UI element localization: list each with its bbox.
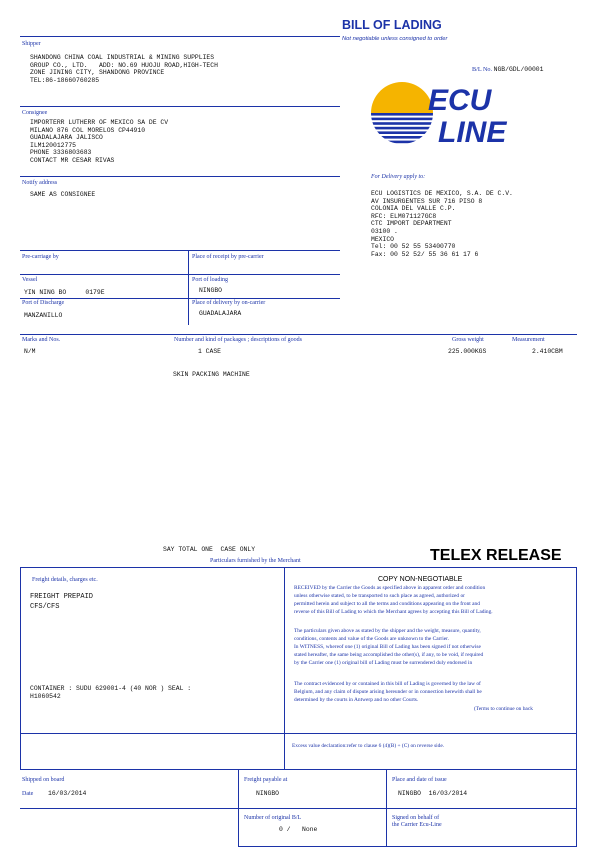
shipped-on-board-label: Shipped on board [22,777,65,783]
rule [20,250,340,251]
precarriage-label: Pre-carriage by [22,254,59,260]
freight-prepaid: FREIGHT PREPAID [30,593,94,601]
marks-value: N/M [24,348,36,355]
rule [20,334,577,335]
oncarrier-value: GUADALAJARA [199,310,242,317]
original-bl-value: 0 / None [279,826,318,833]
freight-cfs: CFS/CFS [30,603,60,611]
rule [188,250,189,325]
freight-details-label: Freight details, charges etc. [32,577,98,583]
say-total: SAY TOTAL ONE CASE ONLY [163,546,256,553]
gross-weight-value: 225.000KGS [448,348,487,355]
delivery-block [371,190,513,258]
gross-weight-label: Gross weight [452,337,484,343]
delivery-line: ECU LOGISTICS DE MEXICO, S.A. DE C.V. [371,190,513,197]
terms-paragraph [294,585,493,617]
consignee-block [30,119,168,165]
consignee-line: GUADALAJARA JALISCO [30,134,103,142]
terms-line: permitted herein and subject to all the terms and conditions appearing on the front and [294,600,480,607]
freight-payable-label: Freight payable at [244,777,288,783]
consignee-line: CONTACT MR CESAR RIVAS [30,156,115,164]
delivery-line: CTC IMPORT DEPARTMENT [371,220,452,228]
terms-line: by the Carrier one (1) original bill of Lading must be surrendered duly endorsed in [294,659,473,666]
freight-payable-value: NINGBO [256,790,280,797]
place-date-issue-label: Place and date of issue [392,777,447,783]
shipper-line: TEL:86-18660760285 [30,76,100,84]
document-subtitle: Not negotiable unless consigned to order [342,36,448,42]
date-label: Date [22,791,34,797]
place-date-issue-value: NINGBO 16/03/2014 [398,790,468,797]
logo-text-line: LINE [438,116,507,146]
measurement-value: 2.410CBM [532,348,563,355]
terms-line: The contract evidenced by or contained in this bill of Lading is governed by the law of [294,681,481,687]
bl-number-field [472,66,543,74]
rule [20,298,340,299]
logo-text-ecu: ECU [428,84,492,117]
notify-value: SAME AS CONSIGNEE [30,191,96,198]
bl-number: NGB/GDL/00001 [493,66,544,73]
discharge-label: Port of Discharge [22,300,65,306]
delivery-line: Tel: 00 52 55 53400770 [371,243,456,251]
document-title: BILL OF LADING [342,18,442,32]
container-line: H1060542 [30,693,61,700]
vessel-label: Vessel [22,277,38,283]
rule [20,274,340,275]
shipper-label: Shipper [22,41,41,47]
notify-label: Notify address [22,180,58,186]
signed-on-behalf: Signed on behalf of [392,815,440,821]
consignee-line: IMPORTERR LUTHERR OF MEXICO SA DE CV [30,119,169,126]
vessel-value: YIN NING BO 0179E [24,289,105,296]
measurement-label: Measurement [512,337,545,343]
delivery-line: COLONIA DEL VALLE C.P. [371,205,456,213]
shipped-date: 16/03/2014 [48,790,87,797]
furnished-by-merchant: Particulars furnished by the Merchant [210,558,301,564]
shipper-line: SHANDONG CHINA COAL INDUSTRIAL & MINING SUPPLIES [30,54,215,61]
oncarrier-label: Place of delivery by on-carrier [192,300,266,306]
receipt-label: Place of receipt by pre-carrier [192,254,264,260]
delivery-label: For Delivery apply to: [371,174,426,180]
delivery-line: AV INSURGENTES SUR 716 PISO 8 [371,197,483,205]
terms-line: stated hereafter, the same being accomplished the other(s), if any, to be void, if required [294,651,484,658]
excess-value-declaration: Excess value declaration:refer to clause 6 (4)(B) + (C) on reverse side. [292,743,445,749]
rule [284,567,285,769]
rule [20,733,577,734]
terms-line: The particulars given above as stated by the shipper and the weight, measure, quantity, [294,628,481,634]
copy-non-negotiable: COPY NON-NEGOTIABLE [378,576,463,583]
packages-label: Number and kind of packages ; descriptions of goods [174,337,302,343]
loading-value: NINGBO [199,287,223,294]
telex-release-stamp: TELEX RELEASE [430,547,562,564]
goods-description: SKIN PACKING MACHINE [173,371,250,378]
terms-paragraph [294,681,482,705]
consignee-label: Consignee [22,110,48,116]
original-bl-label: Number of original B/L [244,815,302,821]
rule [576,567,577,846]
packages-value: 1 CASE [198,348,222,355]
loading-label: Port of loading [192,277,228,283]
delivery-line: RFC: ELM071127GC8 [371,212,437,220]
consignee-line: ILM120012775 [30,141,77,149]
terms-line: determined by the courts in Antwerp and no other Courts. [294,696,419,703]
rule [20,176,340,177]
shipper-block [30,54,218,84]
consignee-line: PHONE 3336803683 [30,149,92,157]
terms-line: In WITNESS, whereof one (1) original Bill of Lading has been signed if not otherwise [294,643,481,650]
bl-number-label: B/L No. [472,66,493,73]
terms-line: reverse of this Bill of Lading to which the Merchant agrees by accepting this Bill of Lading. [294,608,493,615]
delivery-line: MEXICO [371,235,395,243]
terms-line: unless otherwise stated, to be transported to such place as agreed, authorized or [294,592,465,599]
rule [20,567,21,769]
delivery-line: Fax: 00 52 52/ 55 36 61 17 6 [371,250,479,258]
rule [20,567,577,568]
terms-line: conditions, contents and value of the Goods are unknown to the Carrier. [294,635,449,642]
ecu-line-logo [368,80,520,146]
rule [20,769,577,770]
shipper-line: ZONE JINING CITY, SHANDONG PROVINCE [30,69,165,77]
header-rule [20,36,340,37]
delivery-line: 03100 . [371,227,398,235]
signed-carrier: the Carrier Ecu-Line [392,822,442,828]
rule [20,808,577,809]
consignee-line: MILANO 876 COL MORELOS CP44910 [30,126,146,134]
rule [238,846,577,847]
terms-line: Belgium, and any claim of dispute arising hereunder or in connection herewith shall be [294,688,482,695]
marks-label: Marks and Nos. [22,337,61,343]
terms-continue: (Terms to continue on back [474,706,533,712]
rule [20,106,340,107]
discharge-value: MANZANILLO [24,312,63,319]
terms-paragraph [294,628,483,668]
container-line: CONTAINER : SUDU 629001-4 (40 NOR ) SEAL : [30,685,192,692]
shipper-line: GROUP CO., LTD. ADD: NO.69 HUOJU ROAD,HIGH-TECH [30,61,218,69]
terms-line: RECEIVED by the Carrier the Goods as specified above in apparent order and condition [294,585,486,591]
